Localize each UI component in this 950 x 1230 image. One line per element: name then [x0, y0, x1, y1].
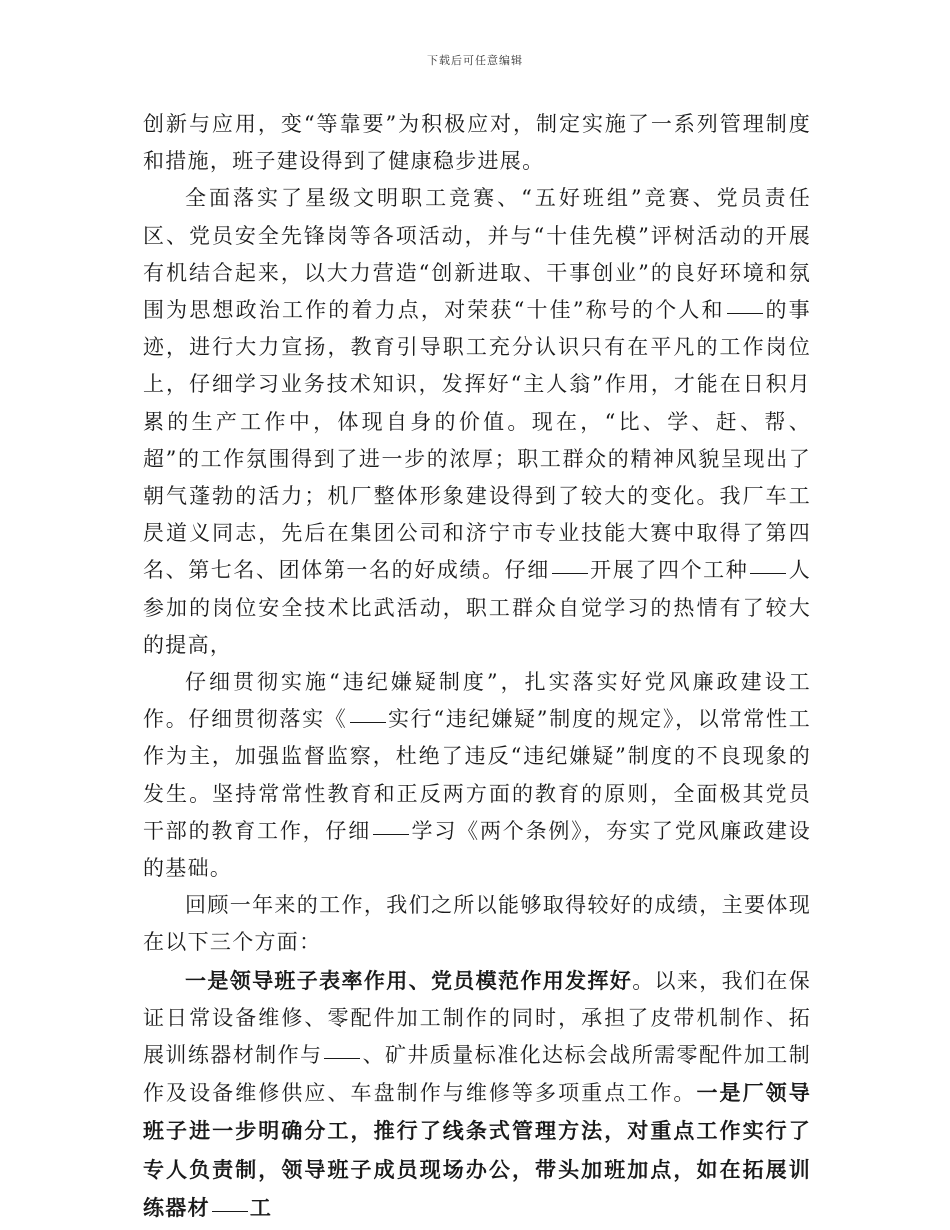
paragraph	[143, 887, 811, 961]
bold-text-segment: 工	[249, 1194, 273, 1220]
text-segment: 开展了四个工种	[589, 558, 749, 583]
text-segment: 人参加的岗位安全技术比武活动，职工群众自觉学习的热情有了较大的提高，	[143, 558, 811, 657]
bold-text-segment: 一是领导班子表率作用、党员模范作用发挥好	[185, 967, 633, 993]
fill-in-blank	[373, 833, 409, 835]
fill-in-blank	[350, 721, 386, 723]
paragraph	[143, 106, 811, 180]
text-segment: 创新与应用，变“等靠要”为积极应对，制定实施了一系列管理制度和措施，班子建设得到了健康稳步进展。	[143, 112, 811, 174]
text-segment: 。以来，我们在保证日常设备维修、零配件加工制作的同时，承担了皮带机制作、拓展训练器材制作与	[143, 968, 811, 1068]
fill-in-blank	[727, 312, 763, 314]
text-segment: 的事迹，进行大力宣扬，教育引导职工充分认识只有在平凡的工作岗位上，仔细学习业务技术知识，发挥好“主人翁”作用，才能在日积月累的生产工作中，体现自身的价值。现在，“比、学、赶、帮、超”的工作氛围得到了进一步的浓厚；职工群众的精神风貌呈现出了朝气蓬勃的活力；机厂整体形象建设得到了较大的变化。我厂车工昃道义同志，先后在集团公司和济宁市专业技能大赛中取得了第四名、第七名、团体第一名的好成绩。仔细	[143, 298, 811, 583]
text-segment: 全面落实了星级文明职工竞赛、“五好班组”竞赛、党员责任区、党员安全先锋岗等各项活动，并与“十佳先模”评树活动的开展有机结合起来，以大力营造“创新进取、干事创业”的良好环境和氛围为思想政治工作的着力点，对荣获“十佳”称号的个人和	[143, 186, 811, 323]
fill-in-blank	[750, 572, 786, 574]
bold-text-segment: 一是厂领导班子进一步明确分工，推行了线条式管理方法，对重点工作实行了专人负责制，领导班子成员现场办公，带头加班加点，如在拓展训练器材	[143, 1080, 811, 1220]
paragraph	[143, 664, 811, 887]
text-segment: 实行“违纪嫌疑”制度的规定》，以常常性工作为主，加强监督监察，杜绝了违反“违纪嫌疑”制度的不良现象的发生。坚持常常性教育和正反两方面的教育的原则，全面极其党员干部的教育工作，仔细	[143, 707, 811, 843]
fill-in-blank	[552, 572, 588, 574]
fill-in-blank	[212, 1210, 248, 1212]
paragraph	[143, 180, 811, 664]
text-segment: 回顾一年来的工作，我们之所以能够取得较好的成绩，主要体现在以下三个方面：	[143, 893, 811, 955]
fill-in-blank	[324, 1057, 360, 1059]
document-body	[143, 106, 811, 1227]
text-segment: 学习《两个条例》，夯实了党风廉政建设的基础。	[143, 818, 812, 881]
paragraph	[143, 962, 811, 1227]
page-header: 下载后可任意编辑	[427, 54, 523, 67]
text-segment: 、矿井质量标准化达标会战所需零配件加工制作及设备维修供应、车盘制作与维修等多项重点工作。	[143, 1043, 812, 1106]
text-segment: 仔细贯彻实施“违纪嫌疑制度”，扎实落实好党风廉政建设工作。仔细贯彻落实《	[143, 670, 811, 732]
